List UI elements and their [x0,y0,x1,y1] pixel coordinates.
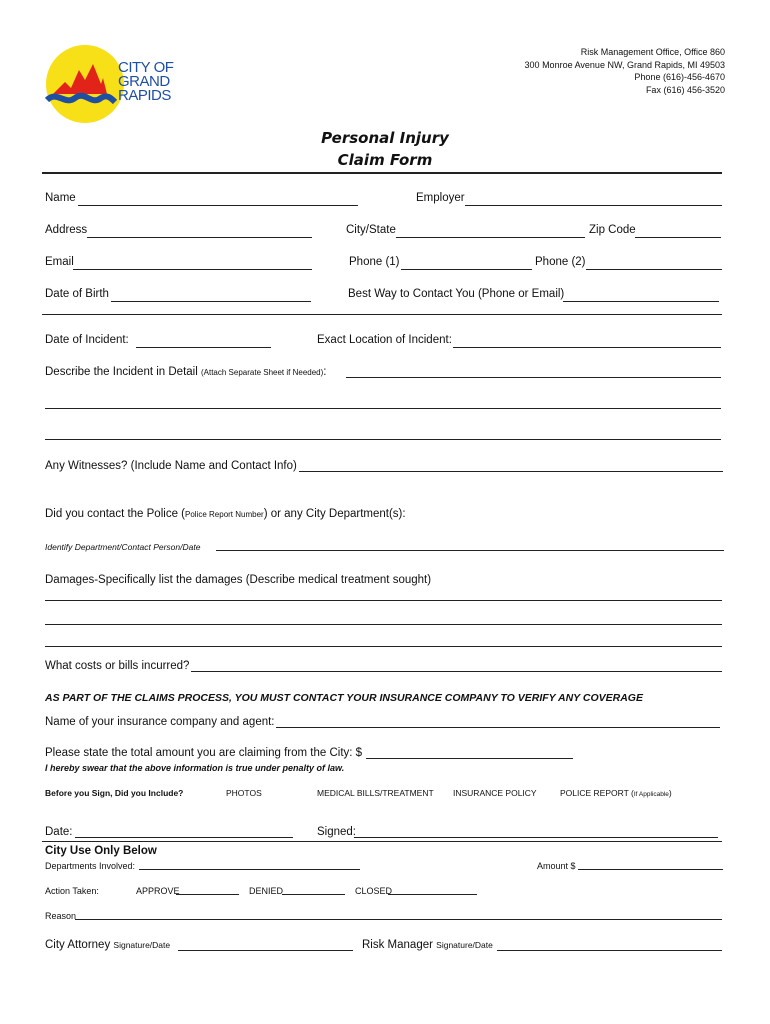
risk-manager-text: Risk Manager [362,939,433,951]
risk-manager-input[interactable] [499,936,720,950]
zip-label: Zip Code [589,224,636,236]
form-title [0,127,770,171]
email-label: Email [45,256,74,268]
damages-underline-2 [45,624,722,625]
signed-input[interactable] [356,823,716,837]
amount-input[interactable] [368,744,571,758]
departments-input[interactable] [141,856,358,870]
office-phone: Phone (616)-456-4670 [634,72,725,82]
describe-colon: : [323,366,327,378]
date-incident-label: Date of Incident: [45,334,129,346]
identify-label: Identify Department/Contact Person/Date [45,542,201,552]
phone1-label: Phone (1) [349,256,400,268]
closed-input[interactable] [390,881,475,895]
amount-underline [366,758,573,759]
city-use-heading: City Use Only Below [45,845,157,857]
denied-input[interactable] [284,881,343,895]
damages-underline-3 [45,646,722,647]
name-input[interactable] [80,191,356,205]
phone2-input[interactable] [588,255,720,269]
date-underline [75,837,293,838]
witnesses-underline [299,471,723,472]
describe-input-1[interactable] [348,363,719,377]
location-input[interactable] [455,333,719,347]
closed-label: CLOSED [355,886,393,896]
phone2-label: Phone (2) [535,256,586,268]
departments-label: Departments Involved: [45,861,136,871]
police-label [45,507,406,522]
police-report-paren: ) [668,788,672,798]
describe-underline-2 [45,408,721,409]
city-logo-graphic [45,44,125,124]
insurance-label: Name of your insurance company and agent: [45,716,275,728]
city-attorney-sigdate: Signature/Date [113,940,171,950]
amount2-input[interactable] [580,856,721,870]
phone1-underline [401,269,532,270]
section-rule-2 [42,841,722,842]
location-underline [453,347,721,348]
describe-input-2[interactable] [47,394,719,408]
date-incident-underline [136,347,271,348]
location-label: Exact Location of Incident: [317,334,452,346]
zip-underline [635,237,721,238]
office-name: Risk Management Office, Office 860 [580,47,725,57]
police-note: Police Report Number [185,510,264,519]
describe-label [45,365,326,380]
before-sign-label: Before you Sign, Did you Include? [45,788,184,798]
insurance-underline [276,727,720,728]
reason-label: Reason [45,911,77,921]
date-label: Date: [45,826,73,838]
witnesses-label: Any Witnesses? (Include Name and Contact Info) [45,460,297,472]
address-label: Address [45,224,88,236]
address-underline [87,237,312,238]
form-title-line-2: Claim Form [337,151,433,169]
employer-underline [465,205,722,206]
risk-manager-underline [497,950,722,951]
city-state-input[interactable] [398,223,583,237]
best-way-underline [563,301,719,302]
dob-label: Date of Birth [45,288,109,300]
costs-label: What costs or bills incurred? [45,660,190,672]
damages-underline-1 [45,600,722,601]
best-way-input[interactable] [565,287,717,301]
reason-input[interactable] [77,906,720,920]
phone1-input[interactable] [403,255,530,269]
phone2-underline [586,269,722,270]
office-fax: Fax (616) 456-3520 [645,84,725,95]
police-report-text: POLICE REPORT ( [560,788,634,798]
insurance-input[interactable] [278,713,718,727]
describe-input-3[interactable] [47,425,719,439]
swear-statement: I hereby swear that the above information is true under penalty of law. [45,763,345,773]
city-attorney-input[interactable] [180,936,351,950]
city-attorney-underline [178,950,353,951]
costs-underline [191,671,722,672]
signed-label: Signed: [317,826,357,838]
logo-line-1: CITY OF [118,59,174,76]
name-label: Name [45,192,76,204]
checklist-medical: MEDICAL BILLS/TREATMENT [317,788,434,798]
amount-label: Please state the total amount you are claiming from the City: $ [45,747,363,759]
dob-underline [111,301,311,302]
date-incident-input[interactable] [138,333,269,347]
employer-input[interactable] [467,191,720,205]
logo-text [118,61,173,103]
employer-label: Employer [416,192,465,204]
describe-text: Describe the Incident in Detail [45,366,198,378]
damages-input-2[interactable] [47,610,720,624]
police-text-a: Did you contact the Police ( [45,508,185,520]
city-state-label: City/State [346,224,396,236]
checklist-police [560,786,672,802]
logo-line-2: GRAND [118,73,170,90]
police-text-b: ) or any City Department(s): [263,508,406,520]
identify-input[interactable] [218,537,722,551]
describe-note: (Attach Separate Sheet if Needed) [200,368,324,377]
damages-input-3[interactable] [47,632,720,646]
damages-input-1[interactable] [47,586,720,600]
city-attorney-label [45,938,170,952]
risk-manager-label [362,938,493,952]
city-state-underline [396,237,585,238]
title-rule [42,172,722,174]
best-way-label: Best Way to Contact You (Phone or Email) [348,288,565,300]
if-applicable-note: If Applicable [633,791,669,798]
risk-manager-sigdate: Signature/Date [436,940,493,950]
approve-input[interactable] [178,881,237,895]
amount2-label: Amount $ [537,861,576,871]
email-input[interactable] [75,255,310,269]
form-title-line-1: Personal Injury [321,129,449,147]
approve-label: APPROVE [136,886,180,896]
date-input[interactable] [77,823,291,837]
city-logo [45,44,185,124]
checklist-insurance: INSURANCE POLICY [453,788,537,798]
section-rule-1 [42,314,722,315]
logo-line-3: RAPIDS [118,87,171,104]
denied-label: DENIED [249,886,284,896]
office-address [525,46,725,96]
damages-label: Damages-Specifically list the damages (Describe medical treatment sought) [45,574,432,586]
dob-input[interactable] [113,287,309,301]
address-input[interactable] [89,223,310,237]
zip-input[interactable] [637,223,719,237]
describe-underline-1 [346,377,721,378]
city-attorney-text: City Attorney [45,939,111,951]
email-underline [73,269,312,270]
street-address: 300 Monroe Avenue NW, Grand Rapids, MI 49503 [524,59,725,70]
checklist-photos: PHOTOS [226,788,262,798]
name-underline [78,205,358,206]
describe-underline-3 [45,439,721,440]
costs-input[interactable] [193,657,720,671]
insurance-notice: AS PART OF THE CLAIMS PROCESS, YOU MUST CONTACT YOUR INSURANCE COMPANY TO VERIFY ANY COVERAGE [45,692,643,704]
witnesses-input[interactable] [301,457,721,471]
signed-underline [354,837,718,838]
action-label: Action Taken: [45,886,99,896]
